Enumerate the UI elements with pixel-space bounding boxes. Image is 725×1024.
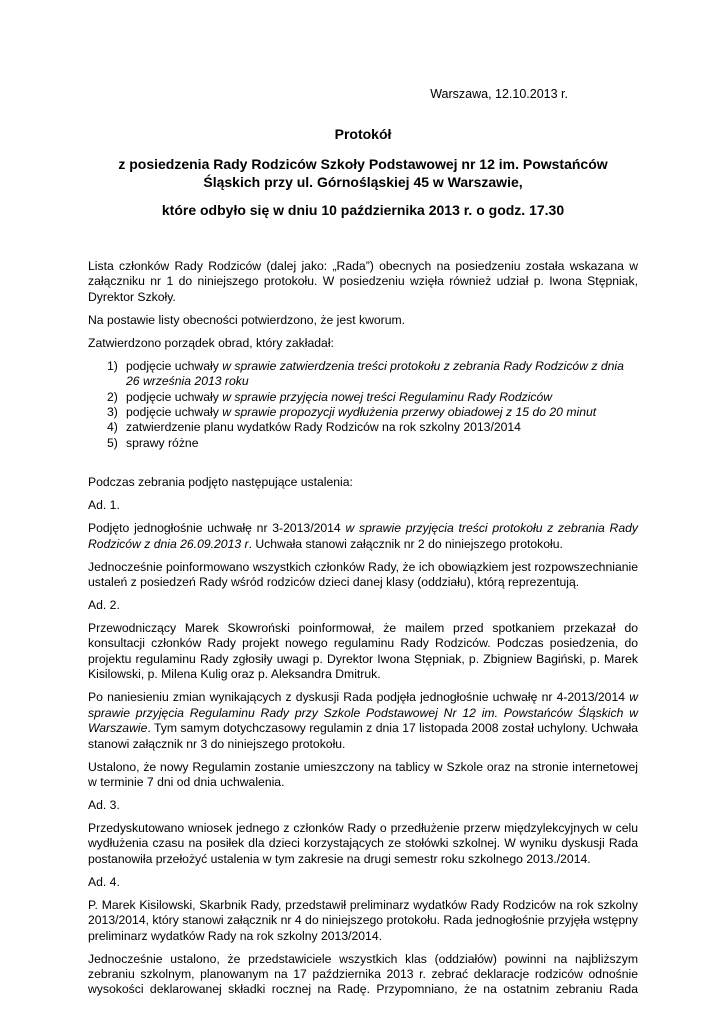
text-run: . Tym samym dotychczasowy regulamin z dnia 17 listopada 2008 został uchylony. Uchwała stanowi załącznik nr 3 do niniejszego protokołu. [88, 721, 638, 751]
paragraph-attendance: Lista członków Rady Rodziców (dalej jako: „Rada”) obecnych na posiedzeniu została wskazana w załączniku nr 1 do niniejszego protokołu. W posiedzeniu wzięła również udział p. Iwona Stępniak, Dyrektor Szkoły. [88, 259, 638, 304]
document-body [88, 259, 638, 1005]
agenda-item-text: podjęcie uchwały [126, 389, 223, 404]
agenda-item [88, 405, 638, 420]
section-heading-ad3: Ad. 3. [88, 797, 120, 812]
text-run: . Uchwała stanowi załącznik nr 2 do niniejszego protokołu. [248, 536, 563, 551]
paragraph-resolution-3 [88, 521, 638, 552]
agenda-item-text: zatwierdzenie planu wydatków Rady Rodziców na rok szkolny 2013/2014 [126, 420, 521, 435]
document-date: Warszawa, 12.10.2013 r. [430, 87, 568, 101]
agenda-item-number: 2) [107, 389, 118, 404]
title-block [88, 125, 638, 219]
text-run-italic: w sprawie przyjęcia Regulaminu Rady przy Szkole Podstawowej Nr 12 im. Powstańców Śląskich w Warszawie [88, 690, 638, 736]
agenda-item-text: podjęcie uchwały [126, 358, 223, 373]
paragraph-regulation-draft: Przewodniczący Marek Skowroński poinformował, że mailem przed spotkaniem przekazał do konsultacji członków Rady projekt nowego regulaminu Rady Rodziców. Podczas posiedzenia, do projektu regulaminu Rady zgłosiły uwagi p. Dyrektor Iwona Stępniak, p. Zbigniew Bagiński, p. Marek Kisilowski, p. Milena Kulig oraz p. Aleksandra Dmitruk. [88, 621, 638, 682]
agenda-item [88, 359, 638, 390]
agenda-item-text: sprawy różne [126, 435, 199, 450]
document-title: Protokół [334, 126, 392, 142]
agenda-item-number: 4) [107, 420, 118, 435]
document-subtitle: z posiedzenia Rady Rodziców Szkoły Podstawowej nr 12 im. Powstańców Śląskich przy ul. Górnośląskiej 45 w Warszawie, [118, 156, 608, 190]
paragraph-break-extension: Przedyskutowano wniosek jednego z członków Rady o przedłużenie przerw międzylekcyjnych w celu wydłużenia czasu na posiłek dla dzieci korzystających ze stołówki szkolnej. W wyniku dyskusji Rada postanowiła przełożyć ustalenia w tym zakresie na drugi semestr roku szkolnego 2013./2014. [88, 820, 638, 866]
agenda-item-number: 5) [107, 435, 118, 450]
agenda-item-text: podjęcie uchwały [126, 405, 223, 420]
paragraph-quorum: Na postawie listy obecności potwierdzono, że jest kworum. [88, 312, 406, 327]
agenda-item-italic: w sprawie propozycji wydłużenia przerwy obiadowej z 15 do 20 minut [222, 405, 597, 420]
agenda-list [88, 359, 638, 451]
agenda-item [88, 390, 638, 405]
text-run: Po naniesieniu zmian wynikających z dyskusji Rada podjęła jednogłośnie uchwałę nr 4-2013/2014 [88, 690, 630, 705]
text-run-italic: w sprawie przyjęcia treści protokołu z zebrania Rady Rodziców z dnia 26.09.2013 r [88, 521, 638, 551]
section-heading-ad2: Ad. 2. [88, 598, 120, 613]
paragraph-contributions: Jednocześnie ustalono, że przedstawiciele wszystkich klas (oddziałów) powinni na najbliższym zebraniu szkolnym, planowanym na 17 października 2013 r. zebrać deklaracje rodziców odnośnie wysokości deklarowanej składki rocznej na Radę. Przypomniano, że na ostatnim zebraniu Rada [88, 951, 638, 997]
paragraph-regulation-publish: Ustalono, że nowy Regulamin zostanie umieszczony na tablicy w Szkole oraz na stronie internetowej w terminie 7 dni od dnia uchwalenia. [88, 759, 638, 789]
agenda-item-number: 3) [107, 405, 118, 420]
paragraph-agenda-intro: Zatwierdzono porządek obrad, który zakładał: [88, 335, 334, 350]
text-run: Podjęto jednogłośnie uchwałę nr 3-2013/2014 [88, 521, 346, 536]
paragraph-budget: P. Marek Kisilowski, Skarbnik Rady, przedstawił preliminarz wydatków Rady Rodziców na rok szkolny 2013/2014, który stanowi załącznik nr 4 do niniejszego protokołu. Rada jednogłośnie przyjęła wstępny preliminarz wydatków Rady na rok szkolny 2013/2014. [88, 897, 638, 943]
paragraph-resolution-4 [88, 690, 638, 752]
agenda-item-italic: w sprawie przyjęcia nowej treści Regulaminu Rady Rodziców [222, 389, 553, 404]
agenda-item [88, 420, 638, 435]
agenda-item-number: 1) [107, 358, 118, 373]
paragraph-findings-intro: Podczas zebrania podjęto następujące ustalenia: [88, 475, 353, 490]
agenda-item-italic: w sprawie zatwierdzenia treści protokołu z zebrania Rady Rodziców z dnia 26 września 2013 roku [126, 358, 624, 389]
section-heading-ad1: Ad. 1. [88, 498, 120, 513]
document-subtitle-date: które odbyło się w dniu 10 października 2013 r. o godz. 17.30 [161, 202, 565, 218]
section-heading-ad4: Ad. 4. [88, 874, 120, 889]
agenda-item [88, 436, 638, 451]
paragraph-members-duty: Jednocześnie poinformowano wszystkich członków Rady, że ich obowiązkiem jest rozpowszechnianie ustaleń z posiedzeń Rady wśród rodziców dzieci danej klasy (oddziału), którą reprezentują. [88, 559, 638, 590]
